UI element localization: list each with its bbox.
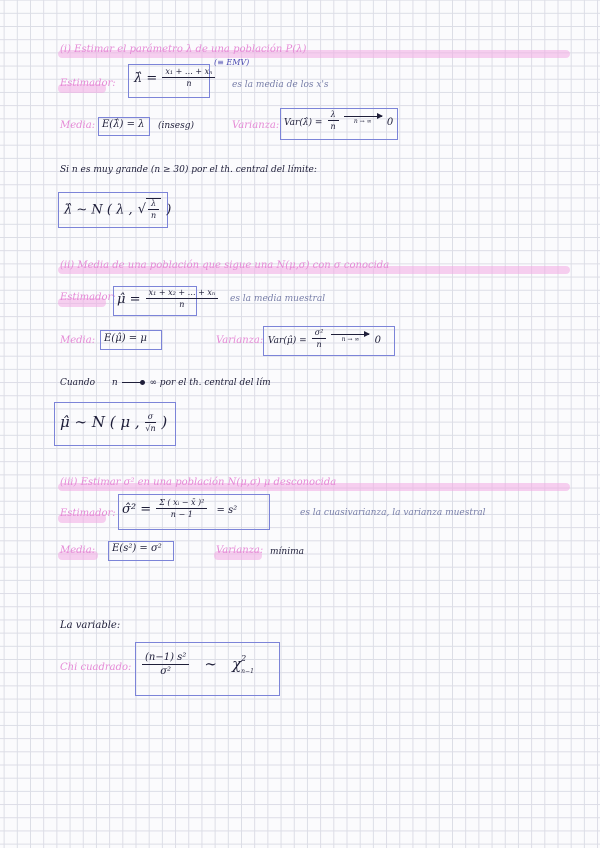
dist2-lhs: μ̂ ∼ N ( μ , bbox=[60, 413, 140, 431]
chi-sub: n−1 bbox=[241, 667, 254, 675]
variance-label-3: Varianza: bbox=[216, 545, 264, 556]
variance-numerator: λ bbox=[328, 110, 339, 121]
mean-label-2: Media: bbox=[60, 335, 96, 346]
variance-lhs: Var(λ̂) = bbox=[284, 118, 323, 128]
chi-label: Chi cuadrado: bbox=[60, 662, 132, 673]
tcl-n: n bbox=[111, 378, 118, 388]
estimator3-denominator: n − 1 bbox=[170, 510, 193, 519]
chi-formula bbox=[142, 652, 254, 677]
estimator-label: Estimador: bbox=[60, 78, 116, 89]
emv-note: (≡ EMV) bbox=[214, 58, 250, 67]
sigma-hat: σ̂² = bbox=[122, 502, 152, 517]
estimator2-numerator: x₁ + x₂ + … + xₙ bbox=[146, 288, 219, 299]
tcl-text bbox=[60, 378, 271, 388]
arrow2-under: n → ∞ bbox=[341, 336, 360, 343]
mean-label: Media: bbox=[60, 120, 96, 131]
estimator3-numerator: Σ ( xᵢ − x̄ )² bbox=[156, 498, 207, 509]
variance-label: Varianza: bbox=[232, 120, 280, 131]
chi-denominator: σ² bbox=[160, 666, 172, 677]
lambda-hat: λ̂ = bbox=[134, 71, 158, 86]
variance-value-3: mínima bbox=[270, 547, 304, 557]
dist2-denominator: √n bbox=[145, 424, 156, 433]
tcl-right: ∞ por el th. central del lím bbox=[149, 378, 271, 388]
sigma-estimator-formula bbox=[122, 498, 237, 519]
variance-denominator: n bbox=[330, 122, 336, 131]
dist-lhs: λ̂ ∼ N ( λ , bbox=[64, 202, 133, 218]
limit-arrow bbox=[344, 116, 382, 125]
tcl-left: Cuando bbox=[60, 378, 96, 388]
section3-title: (iii) Estimar σ² en una población N(μ,σ) μ desconocida bbox=[60, 477, 337, 488]
chi-tilde: ∼ bbox=[204, 655, 217, 673]
variable-intro: La variable: bbox=[60, 620, 121, 631]
large-n-text: Si n es muy grande (n ≥ 30) por el th. central del límite: bbox=[60, 165, 317, 175]
unbiased-note: (insesg) bbox=[158, 121, 195, 131]
arrow-under: n → ∞ bbox=[353, 118, 372, 125]
dist2-numerator: σ bbox=[145, 412, 156, 423]
mean-formula: E(λ̂) = λ bbox=[102, 119, 145, 130]
section1-title: (i) Estimar el parámetro λ de una población P(λ) bbox=[60, 44, 307, 55]
estimator2-note: es la media muestral bbox=[230, 294, 326, 304]
sqrt-term: √ $\frac{\lambda}{n}$ bbox=[138, 198, 161, 220]
mu-hat: μ̂ = bbox=[117, 292, 141, 307]
estimator-label-3: Estimador: bbox=[60, 508, 116, 519]
dist2-close: ) bbox=[161, 413, 168, 431]
estimator2-denominator: n bbox=[179, 300, 185, 309]
variance2-lhs: Var(μ̂) = bbox=[268, 336, 307, 346]
estimator-note: es la media de los x's bbox=[232, 80, 329, 90]
mean-formula-2: E(μ̂) = μ bbox=[104, 333, 147, 344]
variance2-rhs: 0 bbox=[374, 335, 381, 346]
estimator3-note: es la cuasivarianza, la varianza muestral bbox=[300, 508, 486, 518]
estimator-denominator: n bbox=[186, 79, 192, 88]
variance2-numerator: σ² bbox=[312, 328, 327, 339]
chi-symbol: χ bbox=[232, 655, 242, 673]
variance-label-2: Varianza: bbox=[216, 335, 264, 346]
lambda-estimator-formula bbox=[134, 67, 215, 88]
variance-formula-2 bbox=[268, 328, 381, 349]
mean-formula-3: E(s²) = σ² bbox=[112, 543, 162, 554]
limit-arrow-2 bbox=[331, 334, 369, 343]
variance-formula bbox=[284, 110, 393, 131]
estimator-label-2: Estimador: bbox=[60, 292, 116, 303]
variance-rhs: 0 bbox=[386, 117, 394, 128]
estimator-numerator: x₁ + … + xₙ bbox=[162, 67, 215, 78]
mu-distribution bbox=[60, 412, 167, 433]
mean-label-3: Media: bbox=[60, 545, 96, 556]
variance2-denominator: n bbox=[316, 340, 322, 349]
section2-title: (ii) Media de una población que sigue una N(μ,σ) con σ conocida bbox=[60, 260, 390, 271]
chi-numerator: (n−1) s² bbox=[142, 652, 189, 665]
equals-s2: = s² bbox=[216, 505, 238, 516]
chi-sup: 2 bbox=[241, 653, 247, 663]
lambda-distribution bbox=[64, 198, 171, 220]
dist-close: ) bbox=[166, 202, 172, 218]
sqrt-numerator: λ bbox=[148, 199, 159, 210]
mu-estimator-formula bbox=[117, 288, 218, 309]
sqrt-denominator: n bbox=[150, 211, 157, 220]
tcl-arrow-icon bbox=[122, 382, 142, 383]
